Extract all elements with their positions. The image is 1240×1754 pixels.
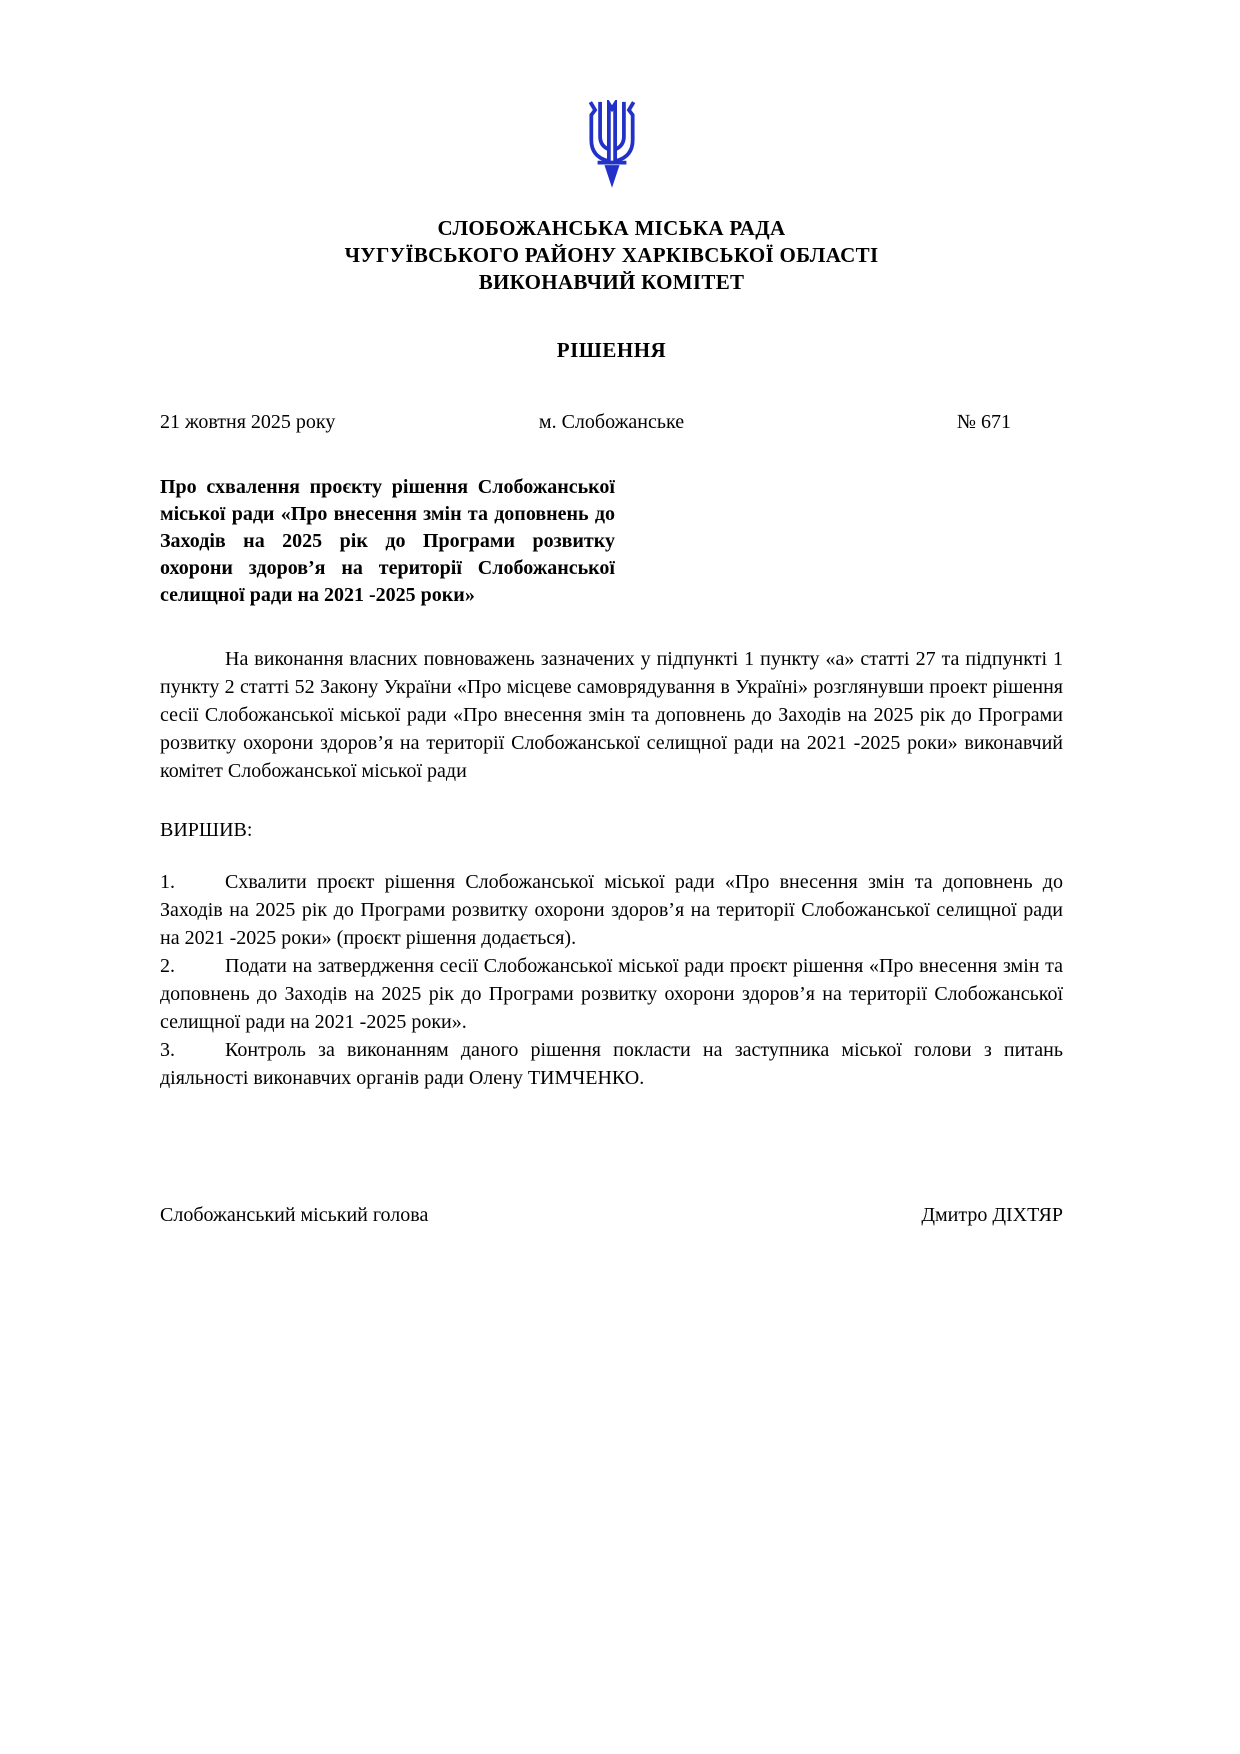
item-number: 2. (160, 955, 175, 977)
resolution-item (160, 1036, 1063, 1092)
document-number: № 671 (956, 411, 1011, 433)
org-name-line3: ВИКОНАВЧИЙ КОМІТЕТ (478, 270, 745, 294)
org-header (160, 215, 1063, 296)
document-type-title: РІШЕННЯ (556, 338, 667, 362)
ukraine-trident-icon (580, 100, 644, 194)
item-text: Контроль за виконанням даного рішення покласти на заступника міської голови з питань діяльності виконавчих органів ради Олену ТИМЧЕНКО. (160, 1039, 1063, 1089)
resolution-item (160, 868, 1063, 952)
emblem-container (160, 100, 1063, 199)
org-name-line1: СЛОБОЖАНСЬКА МІСЬКА РАДА (437, 216, 786, 240)
signature-name: Дмитро ДІХТЯР (921, 1204, 1063, 1226)
document-subject: Про схвалення проєкту рішення Слобожанської міської ради «Про внесення змін та доповнень до Заходів на 2025 рік до Програми розвитку охорони здоров’я на території Слобожанської селищної ради на 2021 -2025 роки» (160, 476, 615, 606)
resolution-items (160, 868, 1063, 1092)
resolution-item (160, 952, 1063, 1036)
item-number: 3. (160, 1039, 175, 1061)
signature-title: Слобожанський міський голова (160, 1204, 429, 1226)
item-number: 1. (160, 871, 175, 893)
org-name-line2: ЧУГУЇВСЬКОГО РАЙОНУ ХАРКІВСЬКОЇ ОБЛАСТІ (344, 243, 879, 267)
document-date: 21 жовтня 2025 року (160, 411, 336, 433)
resolved-label: ВИРШИВ: (160, 819, 253, 841)
signature-row (160, 1204, 1063, 1227)
preamble-paragraph: На виконання власних повноважень зазначених у підпункті 1 пункту «а» статті 27 та підпункті 1 пункту 2 статті 52 Закону України «Про місцеве самоврядування в Україні» розглянувши проект рішення сесії Слобожанської міської ради «Про внесення змін та доповнень до Заходів на 2025 рік до Програми розвитку охорони здоров’я на території Слобожанської селищної ради на 2021 -2025 роки» виконавчий комітет Слобожанської міської ради (160, 648, 1063, 782)
date-place-number-row (160, 411, 1063, 434)
document-place: м. Слобожанське (538, 411, 685, 433)
item-text: Подати на затвердження сесії Слобожанської міської ради проєкт рішення «Про внесення змін та доповнень до Заходів на 2025 рік до Програми розвитку охорони здоров’я на території Слобожанської селищної ради на 2021 -2025 роки». (160, 955, 1063, 1033)
item-text: Схвалити проєкт рішення Слобожанської міської ради «Про внесення змін та доповнень до Заходів на 2025 рік до Програми розвитку охорони здоров’я на території Слобожанської селищної ради на 2021 -2025 роки» (проєкт рішення додається). (160, 871, 1063, 949)
